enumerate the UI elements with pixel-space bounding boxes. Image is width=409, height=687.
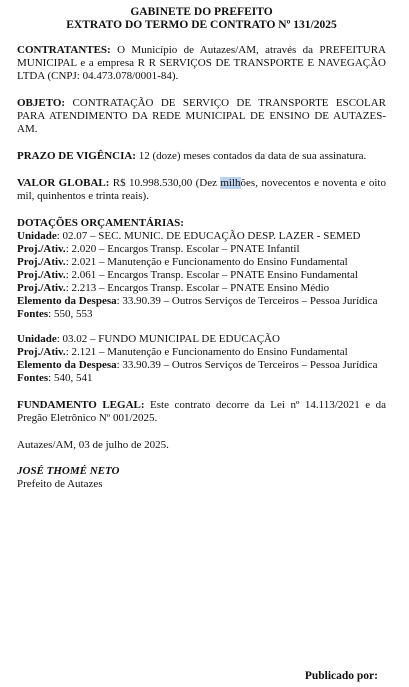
unidade-line: [17, 333, 386, 346]
fontes-line: [17, 308, 386, 321]
fundamento-text: Este contrato decorre da Lei nº 14.113/2021 e da Pregão Eletrônico Nº 001/2025.: [17, 399, 386, 424]
contratantes-paragraph: [17, 44, 386, 83]
elemento-line: [17, 295, 386, 308]
objeto-paragraph: [17, 97, 386, 136]
proj-label: Proj./Ativ.: [17, 346, 66, 358]
valor-text-after: ões, novecentos e noventa e oito mil, quinhentos e trinta reais).: [17, 177, 386, 202]
fundamento-label: FUNDAMENTO LEGAL:: [17, 399, 145, 411]
dotacoes-section: [17, 217, 386, 385]
signatory-role: Prefeito de Autazes: [17, 478, 103, 490]
proj-line: [17, 256, 386, 269]
header-title: GABINETE DO PREFEITO: [130, 6, 273, 18]
proj-line: [17, 269, 386, 282]
valor-label: VALOR GLOBAL:: [17, 177, 110, 189]
elemento-text: : 33.90.39 – Outros Serviços de Terceiros – Pessoa Jurídica: [116, 359, 378, 371]
proj-label: Proj./Ativ.: [17, 243, 66, 255]
contratantes-label: CONTRATANTES:: [17, 44, 111, 56]
publicado-label: Publicado por:: [304, 670, 378, 682]
prazo-label: PRAZO DE VIGÊNCIA:: [17, 150, 136, 162]
prazo-text: 12 (doze) meses contados da data de sua assinatura.: [138, 150, 367, 162]
signatory-name: JOSÉ THOMÉ NETO: [17, 465, 120, 477]
proj-label: Proj./Ativ.: [17, 256, 66, 268]
header-subtitle: EXTRATO DO TERMO DE CONTRATO Nº 131/2025: [66, 19, 337, 31]
unidade-label: Unidade: [17, 230, 57, 242]
fundamento-paragraph: [17, 399, 386, 425]
elemento-text: : 33.90.39 – Outros Serviços de Terceiros – Pessoa Jurídica: [116, 295, 378, 307]
proj-line: [17, 282, 386, 295]
prazo-paragraph: [17, 150, 386, 163]
proj-label: Proj./Ativ.: [17, 282, 66, 294]
unidade-label: Unidade: [17, 333, 57, 345]
elemento-label: Elemento da Despesa: [17, 295, 117, 307]
fontes-line: [17, 372, 386, 385]
proj-text: : 2.021 – Manutenção e Funcionamento do Ensino Fundamental: [65, 256, 348, 268]
fontes-label: Fontes: [17, 372, 49, 384]
elemento-label: Elemento da Despesa: [17, 359, 117, 371]
objeto-text: CONTRATAÇÃO DE SERVIÇO DE TRANSPORTE ESCOLAR PARA ATENDIMENTO DA REDE MUNICIPAL DE ENSINO DE AUTAZES-AM.: [17, 97, 386, 135]
valor-paragraph: [17, 177, 386, 203]
proj-text: : 2.213 – Encargos Transp. Escolar – PNATE Ensino Médio: [65, 282, 330, 294]
proj-text: : 2.061 – Encargos Transp. Escolar – PNATE Ensino Fundamental: [65, 269, 358, 281]
fontes-text: : 540, 541: [48, 372, 93, 384]
unidade-text: : 02.07 – SEC. MUNIC. DE EDUCAÇÃO DESP. LAZER - SEMED: [56, 230, 361, 242]
proj-text: : 2.121 – Manutenção e Funcionamento do Ensino Fundamental: [65, 346, 348, 358]
fontes-label: Fontes: [17, 308, 49, 320]
valor-text-highlight[interactable]: milh: [220, 177, 241, 189]
fontes-text: : 550, 553: [48, 308, 93, 320]
objeto-label: OBJETO:: [17, 97, 66, 109]
contratantes-text: O Município de Autazes/AM, através da PREFEITURA MUNICIPAL e a empresa R R SERVIÇOS DE TRANSPORTE E NAVEGAÇÃO LTDA (CNPJ: 04.473.078/0001-84).: [17, 44, 386, 82]
local-data: Autazes/AM, 03 de julho de 2025.: [17, 439, 169, 451]
unidade-text: : 03.02 – FUNDO MUNICIPAL DE EDUCAÇÃO: [56, 333, 280, 345]
elemento-line: [17, 359, 386, 372]
dotacoes-label: DOTAÇÕES ORÇAMENTÁRIAS:: [17, 217, 184, 229]
unidade-line: [17, 230, 386, 243]
proj-label: Proj./Ativ.: [17, 269, 66, 281]
proj-line: [17, 243, 386, 256]
proj-line: [17, 346, 386, 359]
proj-text: : 2.020 – Encargos Transp. Escolar – PNATE Infantil: [65, 243, 300, 255]
valor-text-before: R$ 10.998.530,00 (Dez: [112, 177, 221, 189]
